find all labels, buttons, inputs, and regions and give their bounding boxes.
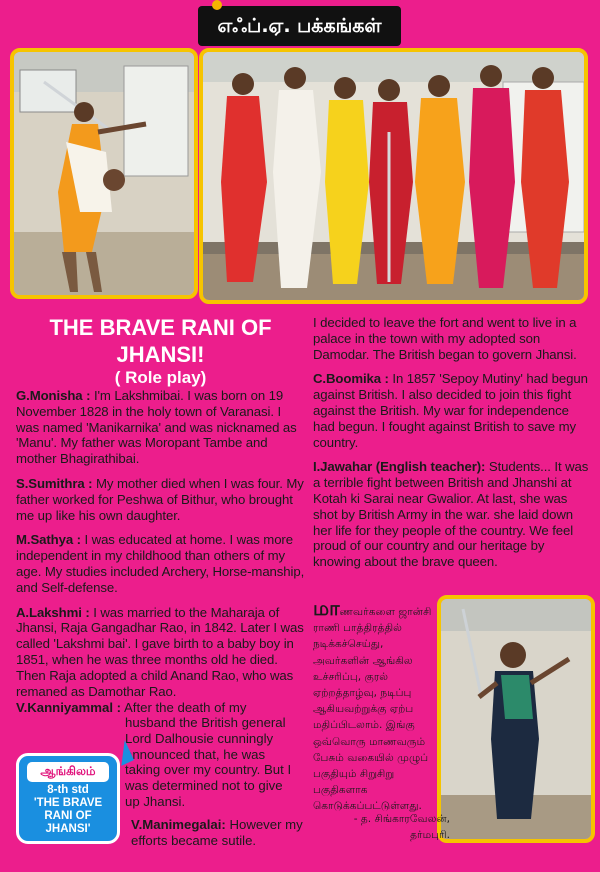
tamil-note-text: ணவர்களை ஜான்சி ராணி பாத்திரத்தில் நடிக்கச்செய்து, அவர்களின் ஆங்கில உச்சரிப்பு, குரல் ஏற்றத்தாழ்வு, நடிப்பு ஆகியவற்றுக்கு ஏற்ப மதிப்பிடலாம். இங்கு ஒவ்வொரு மாணவரும் பேசும் வகையில் முழுப் பகுதியும் சிறுசிறு பகுதிகளாக கொடுக்கப்பட்டுள்ளது. xyxy=(313,606,432,813)
author-signature xyxy=(340,811,450,843)
dialogue-text: I'm Lakshmibai. I was born on 19 November 1828 in the holy town of Varanasi. I was named 'Manikarnika' and was nicknamed as 'Manu'. My father was Moropant Tambe and mother Bhagirathibai. xyxy=(16,388,297,467)
callout-subject: ஆங்கிலம் xyxy=(27,762,109,782)
dialogue-text: In 1857 'Sepoy Mutiny' had begun against British. I also decided to join this fight against the British. My war for independence had begun. I fought against British to save my country. xyxy=(313,371,588,450)
dialogue-text: I was married to the Maharaja of Jhansi, Raja Gangadhar Rao, in 1842. Later I was called 'Lakshmi bai'. I gave birth to a baby boy in 1851, when he was three months old he died. Then Raja adopted a child Anand Rao, who was remaned as Damothar Rao. xyxy=(16,604,304,699)
speaker-name: A.Lakshmi : xyxy=(16,604,90,620)
speaker-name: I.Jawahar (English teacher): xyxy=(313,459,486,475)
dialogue-text: After the death of my xyxy=(121,700,247,715)
callout-line-1: 8-th std xyxy=(47,784,89,796)
article-subtitle: ( Role play) xyxy=(114,368,207,387)
dialogue-monisha xyxy=(16,388,306,467)
speaker-name: G.Monisha : xyxy=(16,388,91,403)
speaker-name: M.Sathya : xyxy=(16,532,81,548)
dialogue-text: My mother died when I was four. My father worked for Peshwa of Bithur, who brought me up like his own daughter. xyxy=(16,475,304,523)
dialogue-kanniyammal-head xyxy=(16,700,308,716)
speaker-name: S.Sumithra : xyxy=(16,475,93,491)
author-place: தர்மபுரி. xyxy=(410,829,450,841)
subject-callout xyxy=(16,753,120,844)
right-column xyxy=(313,315,591,579)
title-line-2: JHANSI! xyxy=(116,342,205,367)
callout-line-2: 'THE BRAVE xyxy=(33,797,103,809)
callout-line-3: RANI OF xyxy=(44,810,92,822)
speaker-name: C.Boomika : xyxy=(313,371,389,387)
dialogue-text: I was educated at home. I was more independent in my childhood than others of my age. My studies included Archery, Horse-manship, and Self-defense. xyxy=(16,532,305,595)
photo-rani-sword-image xyxy=(441,599,591,839)
speaker-name: V.Kanniyammal : xyxy=(16,700,122,715)
photo-group-role-play xyxy=(199,48,588,304)
dialogue-continued xyxy=(313,315,591,362)
dialogue-text: I decided to leave the fort and went to live in a palace in the town with my adopted son Damodar. The British began to govern Jhansi. xyxy=(313,315,577,362)
dialogue-sathya xyxy=(16,532,306,595)
dialogue-kanniyammal-body: husband the British general Lord Dalhousie cunningly announced that, he was taking over my country. But I was determined not to give up Jhansi. xyxy=(125,715,292,809)
section-banner: எஃப்.ஏ. பக்கங்கள் xyxy=(198,6,401,46)
photo-rani-with-baby-image xyxy=(14,52,194,295)
article-title xyxy=(18,314,303,368)
dialogue-lakshmi xyxy=(16,605,306,700)
dialogue-sumithra xyxy=(16,476,306,523)
title-line-1: THE BRAVE RANI OF xyxy=(49,315,272,340)
photo-group-role-play-image xyxy=(203,52,584,300)
left-column xyxy=(16,388,306,708)
author-name: - த. சிங்காரவேலன், xyxy=(353,813,450,825)
photo-rani-sword xyxy=(437,595,595,843)
drop-cap: மா xyxy=(313,596,340,620)
speaker-name: V.Manimegalai: xyxy=(131,817,226,832)
dialogue-text: Students... It was a terrible fight between British and Jhanshi at Kotah ki Sarai near Gwalior. At last, she was shot by British Army in the war. she laid down her life for they people of the country. We feel proud of our country and our heritage by knowing about the brave queen. xyxy=(313,459,589,570)
dialogue-boomika xyxy=(313,371,591,450)
callout-line-4: JHANSI' xyxy=(45,823,91,835)
dialogue-text: However my efforts became sutile. xyxy=(131,817,303,848)
dialogue-jawahar xyxy=(313,459,591,570)
photo-rani-with-baby xyxy=(10,48,198,299)
dialogue-manimegalai xyxy=(131,817,309,849)
tamil-teacher-note xyxy=(313,596,437,815)
